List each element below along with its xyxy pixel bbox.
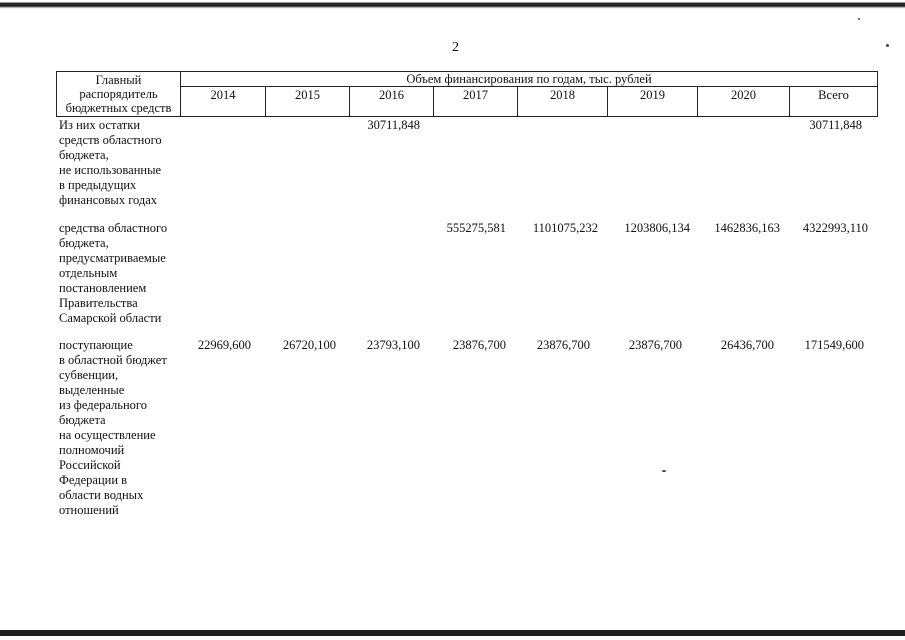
header-year-2014: 2014: [210, 88, 236, 102]
row-label-federal-subventions: поступающие в областной бюджет субвенции, выделенные из федерального бюджета на осуществление полномочий Российской Федерации в области водных отношений: [59, 338, 167, 517]
header-year-2016: 2016: [379, 88, 404, 102]
header-first-column: Главный распорядитель бюджетных средств: [65, 73, 172, 115]
scan-bottom-edge: [0, 630, 905, 636]
value-2020: 26436,700: [720, 338, 774, 352]
scan-top-edge: [0, 0, 905, 9]
scan-speck: [858, 18, 860, 20]
value-2019: 23876,700: [628, 338, 682, 352]
value-2017: 555275,581: [446, 221, 506, 235]
value-2014: 22969,600: [197, 338, 251, 352]
value-2020: 1462836,163: [714, 221, 780, 235]
value-total: 171549,600: [804, 338, 864, 352]
value-total: 4322993,110: [802, 221, 868, 235]
scan-speck: [886, 44, 889, 47]
header-year-2019: 2019: [640, 88, 665, 102]
header-year-2018: 2018: [550, 88, 575, 102]
value-total: 30711,848: [809, 118, 862, 132]
value-2018: 23876,700: [536, 338, 590, 352]
value-2016: 23793,100: [366, 338, 420, 352]
row-label-unused-balances: Из них остатки средств областного бюджета, не использованные в предыдущих финансовых годах: [59, 118, 162, 207]
value-2019: 1203806,134: [624, 221, 690, 235]
header-year-2015: 2015: [295, 88, 320, 102]
years-top-rule: [180, 86, 878, 87]
header-total: Всего: [818, 88, 849, 102]
value-2017: 23876,700: [452, 338, 506, 352]
header-group-title: Объем финансирования по годам, тыс. рублей: [406, 72, 652, 86]
scan-speck: [662, 470, 666, 472]
header-year-2017: 2017: [463, 88, 488, 102]
value-2016: 30711,848: [367, 118, 420, 132]
value-2015: 26720,100: [282, 338, 336, 352]
header-right-border: [877, 71, 878, 117]
header-year-2020: 2020: [731, 88, 756, 102]
page-number: 2: [452, 40, 459, 55]
value-2018: 1101075,232: [532, 221, 598, 235]
row-label-regional-budget: средства областного бюджета, предусматриваемые отдельным постановлением Правительства Самарской области: [59, 221, 168, 325]
